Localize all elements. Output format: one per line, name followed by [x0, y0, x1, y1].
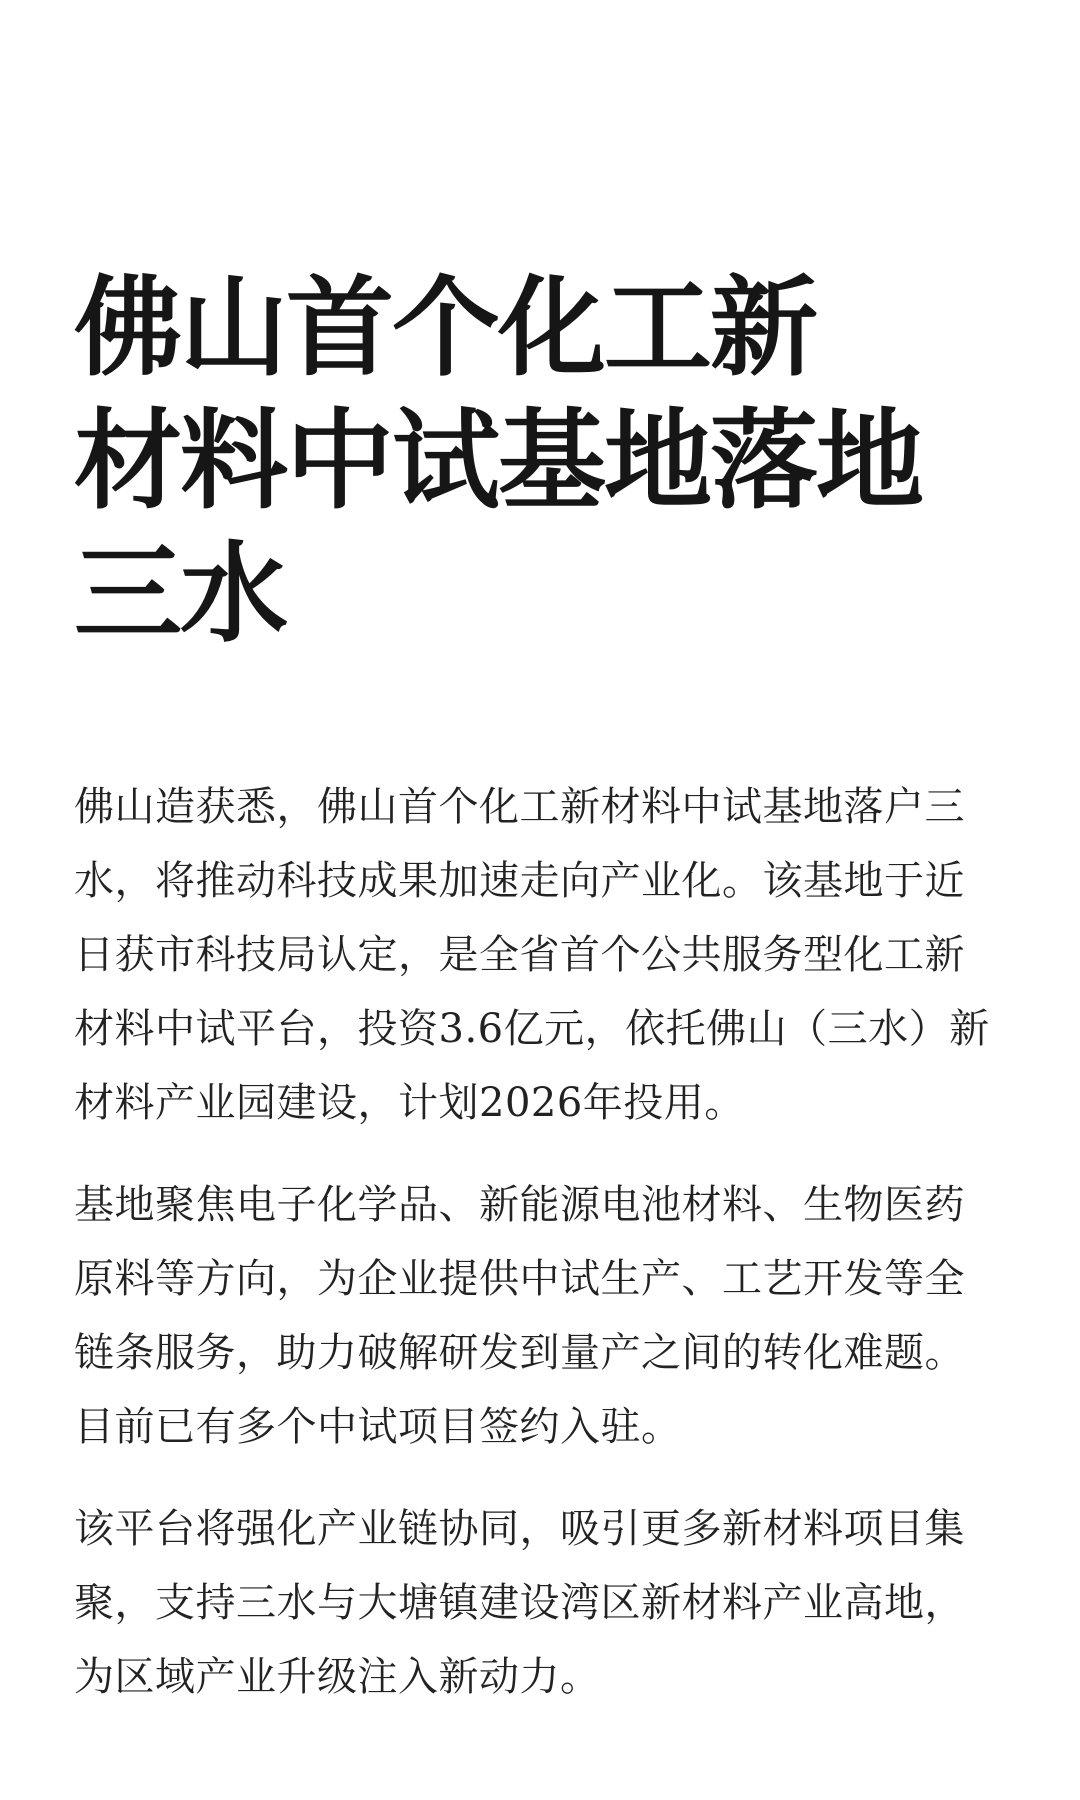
title-line: 佛山首个化工新	[74, 265, 817, 391]
paragraph-line: 该平台将强化产业链协同，吸引更多新材料项目集	[74, 1506, 965, 1552]
article-body	[74, 770, 1010, 1742]
paragraph-line: 目前已有多个中试项目签约入驻。	[74, 1404, 682, 1450]
paragraph-focus	[74, 1168, 1010, 1464]
paragraph-line: 佛山造获悉，佛山首个化工新材料中试基地落户三	[74, 784, 965, 830]
article	[74, 0, 1010, 1800]
paragraph-line: 材料中试平台，投资3.6亿元，依托佛山（三水）新	[74, 1006, 990, 1052]
paragraph-line: 链条服务，助力破解研发到量产之间的转化难题。	[74, 1330, 965, 1376]
paragraph-line: 基地聚焦电子化学品、新能源电池材料、生物医药	[74, 1182, 965, 1228]
paragraph-outlook	[74, 1492, 1010, 1714]
paragraph-line: 水，将推动科技成果加速走向产业化。该基地于近	[74, 858, 965, 904]
paragraph-line: 为区域产业升级注入新动力。	[74, 1654, 601, 1700]
title-line: 材料中试基地落地	[74, 398, 923, 524]
article-title	[74, 262, 1010, 661]
paragraph-line: 日获市科技局认定，是全省首个公共服务型化工新	[74, 932, 965, 978]
paragraph-line: 聚，支持三水与大塘镇建设湾区新材料产业高地，	[74, 1580, 965, 1626]
paragraph-line: 原料等方向，为企业提供中试生产、工艺开发等全	[74, 1256, 965, 1302]
title-line: 三水	[74, 531, 287, 657]
paragraph-line: 材料产业园建设，计划2026年投用。	[74, 1080, 745, 1126]
paragraph-intro	[74, 770, 1010, 1140]
